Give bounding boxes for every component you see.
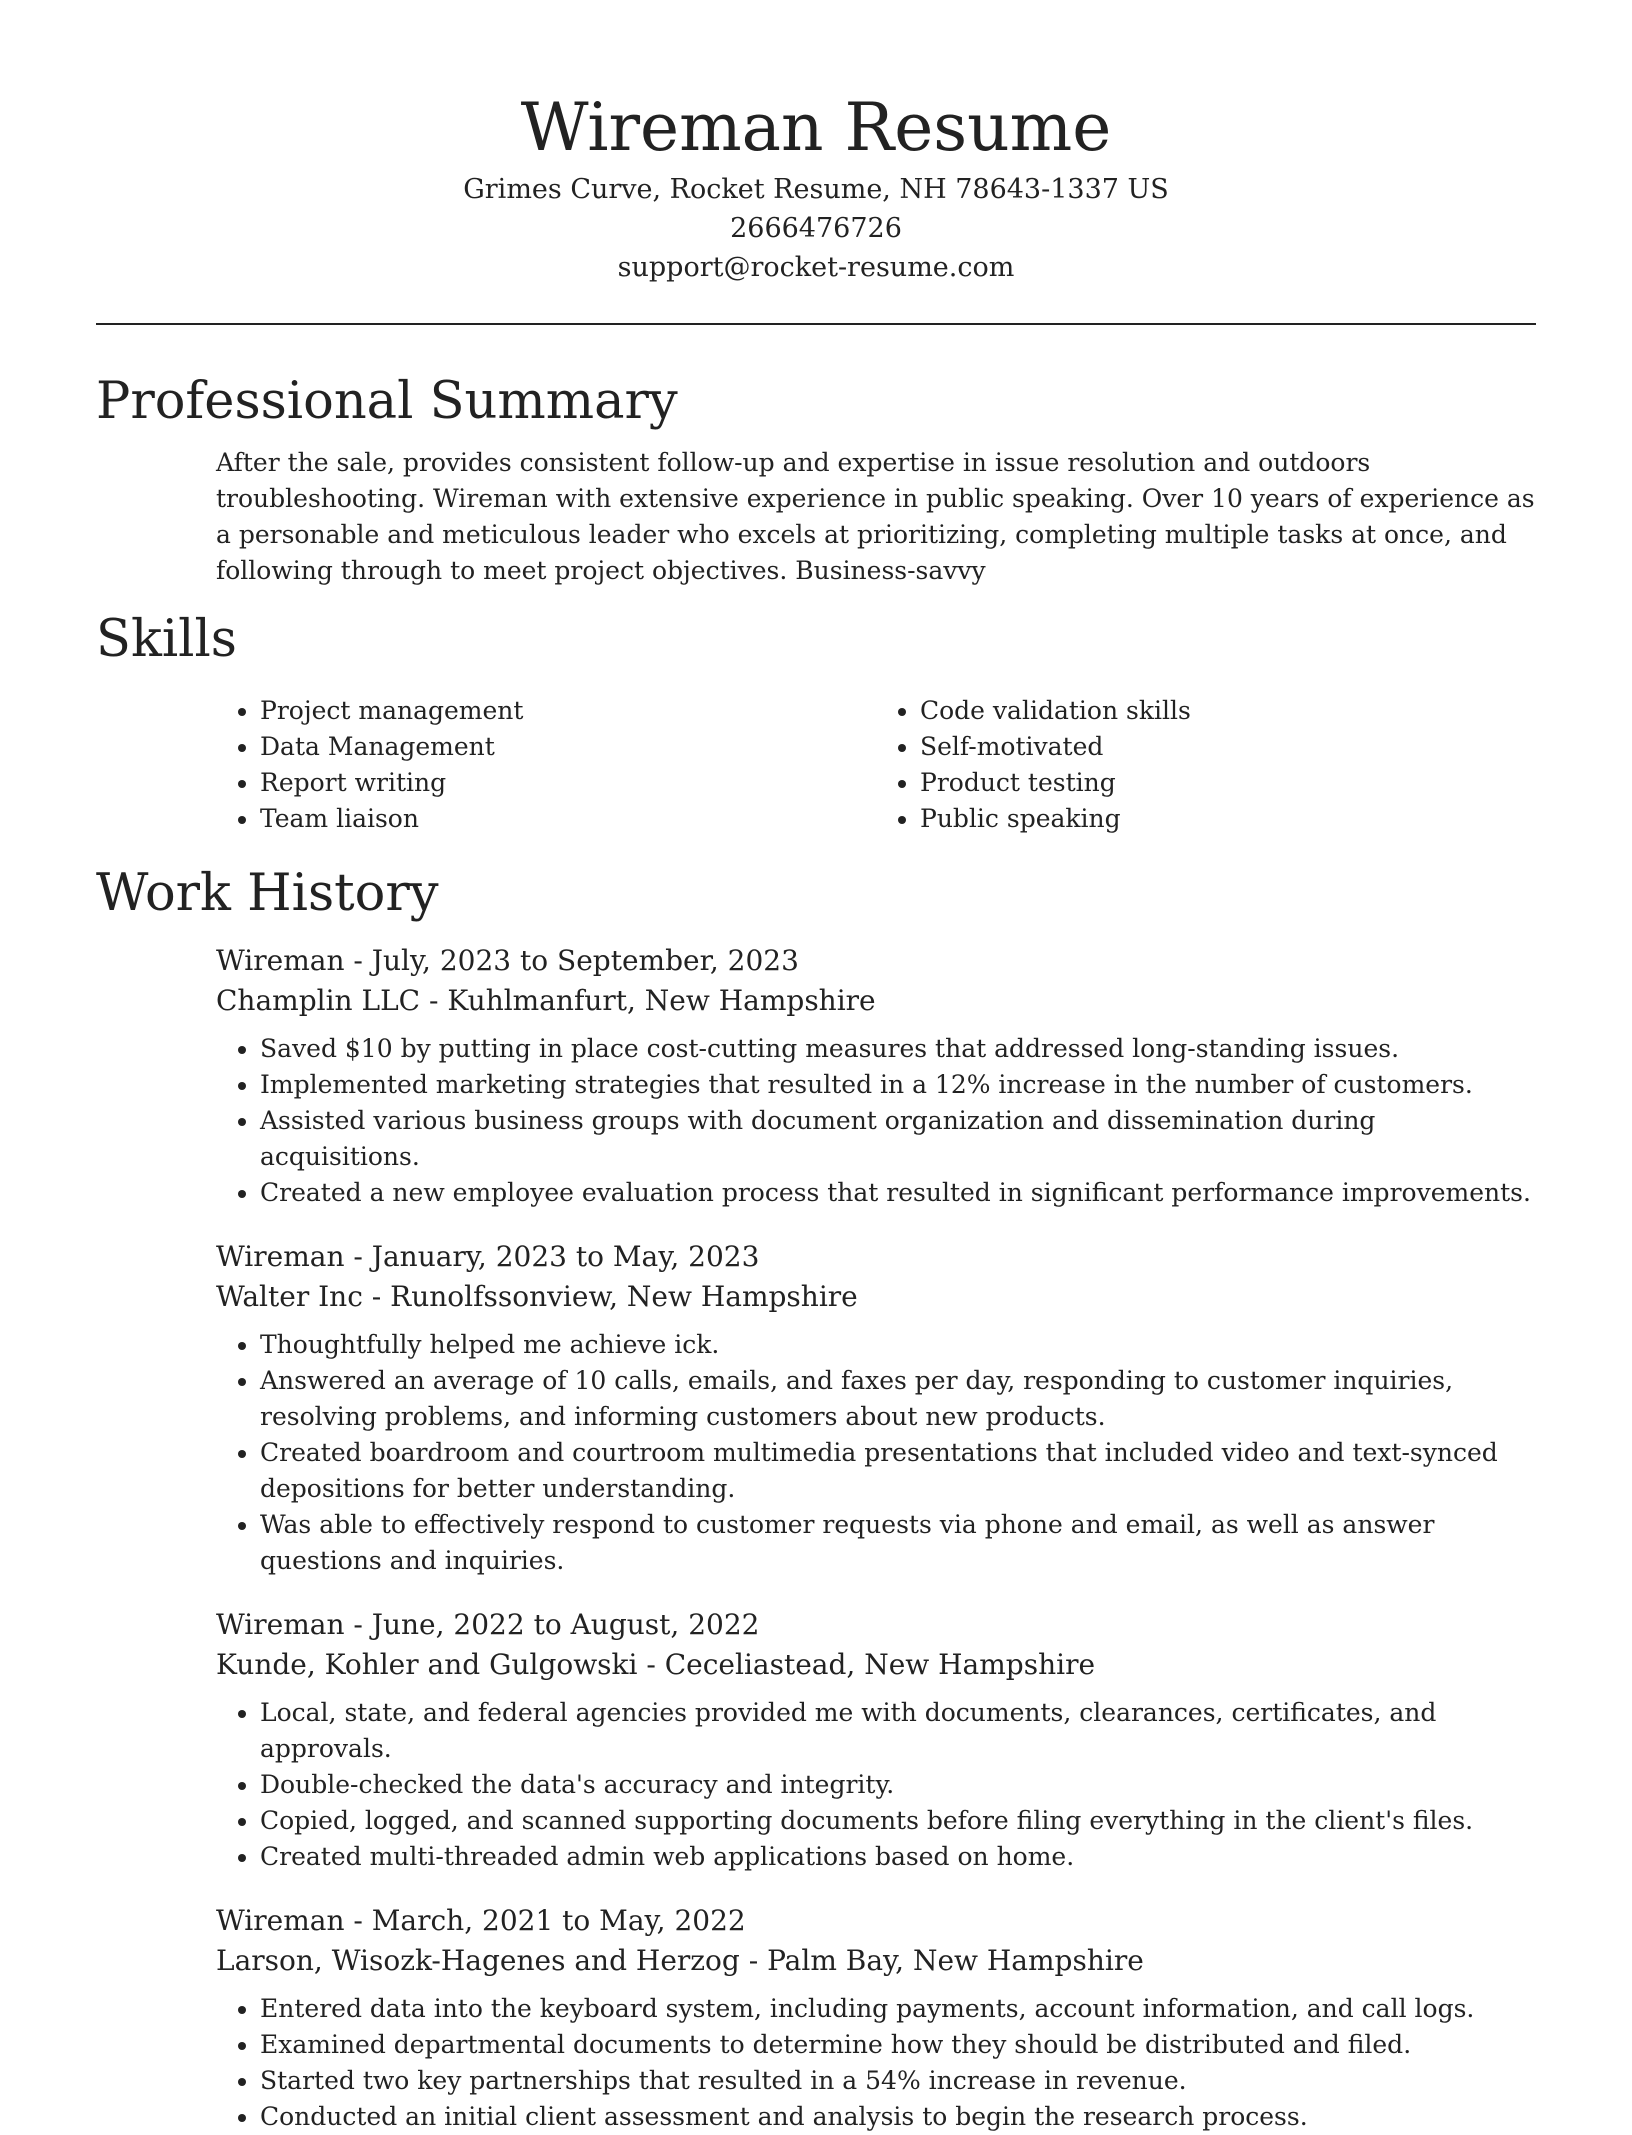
- job-title-line: [216, 1901, 1536, 1941]
- job-title: Wireman: [216, 1608, 345, 1641]
- contact-phone: 2666476726: [730, 213, 902, 244]
- job-bullet: • Thoughtfully helped me achieve ick.: [260, 1327, 1536, 1363]
- job-bullet: • Created boardroom and courtroom multimedia presentations that included video and text-synced depositions for better understanding.: [260, 1435, 1536, 1507]
- job-bullet: • Entered data into the keyboard system, including payments, account information, and call logs.: [260, 1991, 1536, 2027]
- skills-columns: [216, 693, 1536, 837]
- job-bullets: [216, 1695, 1536, 1875]
- job-bullet: • Created multi-threaded admin web applications based on home.: [260, 1839, 1536, 1875]
- job-dates: - March, 2021 to May, 2022: [344, 1904, 746, 1937]
- header-divider: [96, 323, 1536, 325]
- job-title-line: [216, 1237, 1536, 1277]
- job-location: - Ceceliastead, New Hampshire: [637, 1648, 1096, 1681]
- skills-section: [96, 607, 1536, 837]
- resume-header: [96, 0, 1536, 287]
- job-entry: [216, 1901, 1536, 2135]
- summary-text: After the sale, provides consistent follow-up and expertise in issue resolution and outdoors troubleshooting. Wireman with extensive experience in public speaking. Over 10 years of experience as a personable and meticulous leader who excels at prioritizing, completing multiple tasks at once, and following through to meet project objectives. Business-savvy: [216, 448, 1535, 585]
- job-dates: - July, 2023 to September, 2023: [344, 944, 799, 977]
- job-location: - Kuhlmanfurt, New Hampshire: [420, 984, 876, 1017]
- job-location: - Runolfssonview, New Hampshire: [362, 1280, 858, 1313]
- job-company: Walter Inc: [216, 1280, 363, 1313]
- job-company-line: [216, 1941, 1536, 1981]
- job-bullet: • Created a new employee evaluation process that resulted in significant performance improvements.: [260, 1175, 1536, 1211]
- job-title: Wireman: [216, 944, 345, 977]
- job-bullet: • Conducted an initial client assessment and analysis to begin the research process.: [260, 2099, 1536, 2135]
- job-company: Kunde, Kohler and Gulgowski: [216, 1648, 638, 1681]
- job-company-line: [216, 1645, 1536, 1685]
- skill-item: • Data Management: [260, 729, 876, 765]
- work-history-heading: Work History: [96, 864, 439, 923]
- job-bullets: [216, 1991, 1536, 2135]
- skill-item: • Public speaking: [920, 801, 1536, 837]
- job-bullets: [216, 1327, 1536, 1579]
- summary-heading: Professional Summary: [96, 372, 678, 431]
- job-company-line: [216, 1277, 1536, 1317]
- skill-item: • Team liaison: [260, 801, 876, 837]
- skills-list-right: [876, 693, 1536, 837]
- skill-item: • Product testing: [920, 765, 1536, 801]
- job-company: Champlin LLC: [216, 984, 421, 1017]
- job-bullet: • Started two key partnerships that resulted in a 54% increase in revenue.: [260, 2063, 1536, 2099]
- job-bullet: • Local, state, and federal agencies provided me with documents, clearances, certificates, and approvals.: [260, 1695, 1536, 1767]
- skills-list-left: [216, 693, 876, 837]
- job-bullet: • Assisted various business groups with document organization and dissemination during acquisitions.: [260, 1103, 1536, 1175]
- resume-title: Wireman Resume: [520, 89, 1112, 166]
- job-dates: - January, 2023 to May, 2023: [344, 1240, 760, 1273]
- contact-block: [96, 170, 1536, 287]
- job-bullet: • Implemented marketing strategies that resulted in a 12% increase in the number of customers.: [260, 1067, 1536, 1103]
- job-dates: - June, 2022 to August, 2022: [344, 1608, 760, 1641]
- contact-address: Grimes Curve, Rocket Resume, NH 78643-1337 US: [463, 174, 1169, 205]
- job-bullet: • Double-checked the data's accuracy and integrity.: [260, 1767, 1536, 1803]
- job-entry: [216, 1237, 1536, 1579]
- job-entry: [216, 1605, 1536, 1875]
- contact-email: support@rocket-resume.com: [617, 252, 1015, 283]
- resume-page: [96, 0, 1536, 2135]
- job-title-line: [216, 941, 1536, 981]
- job-location: - Palm Bay, New Hampshire: [739, 1944, 1144, 1977]
- job-company-line: [216, 981, 1536, 1021]
- job-entry: [216, 941, 1536, 1211]
- skill-item: • Project management: [260, 693, 876, 729]
- job-title: Wireman: [216, 1904, 345, 1937]
- job-bullet: • Copied, logged, and scanned supporting documents before filing everything in the client's files.: [260, 1803, 1536, 1839]
- skill-item: • Self-motivated: [920, 729, 1536, 765]
- job-title-line: [216, 1605, 1536, 1645]
- job-bullet: • Was able to effectively respond to customer requests via phone and email, as well as answer questions and inquiries.: [260, 1507, 1536, 1579]
- job-bullet: • Saved $10 by putting in place cost-cutting measures that addressed long-standing issues.: [260, 1031, 1536, 1067]
- job-title: Wireman: [216, 1240, 345, 1273]
- job-company: Larson, Wisozk-Hagenes and Herzog: [216, 1944, 740, 1977]
- skills-heading: Skills: [96, 610, 237, 669]
- job-bullet: • Examined departmental documents to determine how they should be distributed and filed.: [260, 2027, 1536, 2063]
- work-history-section: [96, 861, 1536, 2135]
- skill-item: • Report writing: [260, 765, 876, 801]
- job-bullets: [216, 1031, 1536, 1211]
- summary-section: [96, 369, 1536, 589]
- job-bullet: • Answered an average of 10 calls, emails, and faxes per day, responding to customer inquiries, resolving problems, and informing customers about new products.: [260, 1363, 1536, 1435]
- skill-item: • Code validation skills: [920, 693, 1536, 729]
